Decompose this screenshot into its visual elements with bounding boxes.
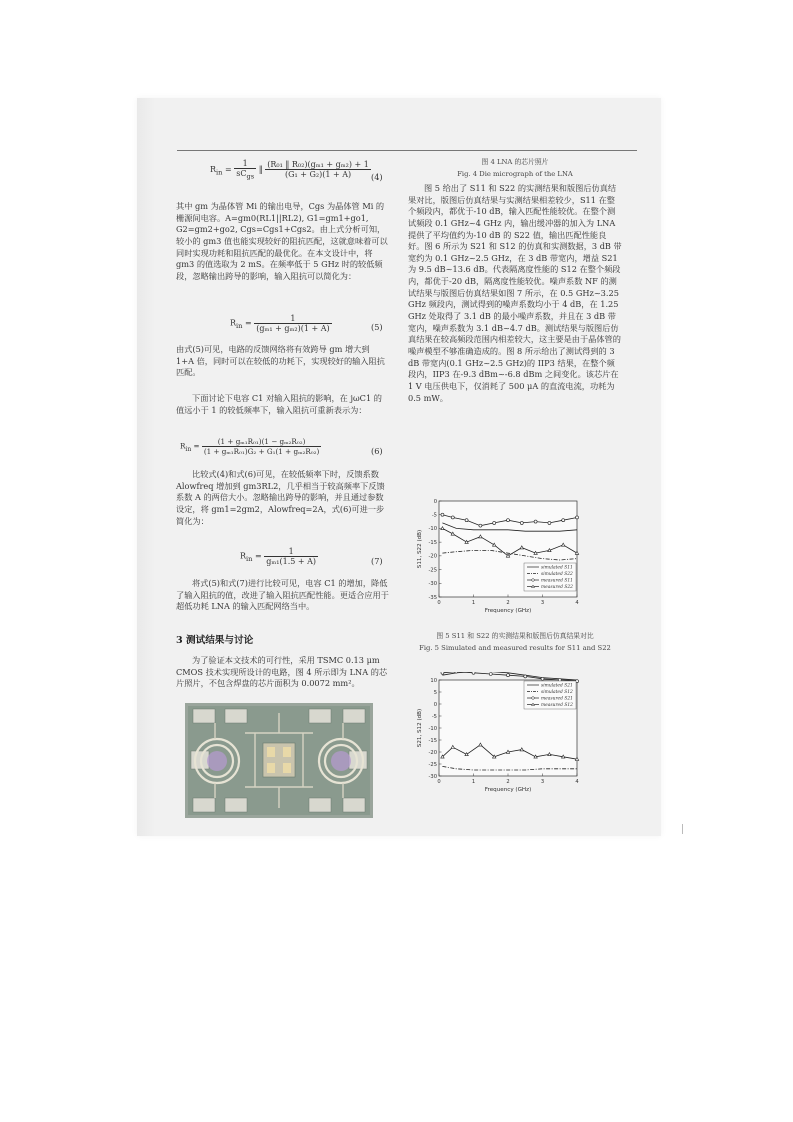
legend-marker [532,579,535,582]
fig4-caption-en: Fig. 4 Die micrograph of the LNA [457,170,573,178]
y-tick-label: -25 [428,567,437,574]
y-tick-label: 5 [433,689,437,696]
x-tick-label: 2 [506,600,510,606]
data-point [441,513,444,516]
data-point [562,519,565,522]
x-axis-label: Frequency (GHz) [484,787,532,793]
data-point [576,516,579,519]
y-tick-label: 0 [433,701,437,708]
fig5-caption-cn: 图 5 S11 和 S22 的实测结果和版图后仿真结果对比 [436,632,594,640]
eq6-denominator: (1 + gₘ₁R₀₁)G₂ + G₁(1 + gₘ₂R₀₂) [203,447,320,456]
y-tick-label: -5 [431,713,437,720]
y-tick-label: -5 [431,512,437,519]
eq4-numerator: (R₀₁ ‖ R₀₂)(gₘ₁ + gₘ₂) + 1 [267,160,369,170]
section-heading: 3 测试结果与讨论 [176,635,254,646]
x-tick-label: 1 [471,779,476,785]
eq7-denominator: gₘ₁(1.5 + A) [266,557,317,566]
eq4-lhs-sub: in [216,168,223,177]
eq4-coef-den-sub: gs [246,172,255,181]
eq6-numerator: (1 + gₘ₁R₀₁)(1 − gₘ₂R₀₂) [202,437,322,447]
eq5-denominator: (gₘ₁ + gₘ₂)(1 + A) [256,324,330,333]
paragraph-2: 由式(5)可见，电路的反馈网络将有效跨导 gm 增大到 1+A 倍，同时可以在较低的功耗下，实现较好的输入阻抗匹配。 [176,344,385,378]
x-tick-label: 0 [437,600,441,606]
eq5-lhs-sub: in [236,322,243,331]
y-tick-label: -10 [428,526,437,533]
data-point [534,520,537,523]
equation-7: $R_{in}$ = $\frac{1}{\text{gₘ₁(1.5 + A)}}$ [240,547,317,566]
legend-marker [532,697,535,700]
eq4-main-fraction [265,160,371,179]
data-point [479,524,482,527]
paragraph-5: 将式(5)和式(7)进行比较可见，电容 C1 的增加，降低了输入阻抗的值，改进了输入阻抗匹配性能。更适合应用于超低功耗 LNA 的输入匹配网络当中。 [176,578,389,612]
data-point [465,519,468,522]
paragraph-3: 下面讨论下电容 C1 对输入阻抗的影响，在 jωC1 的值远小于 1 的较低频率下，输入阻抗可重新表示为： [176,393,382,415]
eq6-lhs-sub: in [185,445,192,453]
y-tick-label: -35 [428,594,437,601]
eq4-coef-num: 1 [234,159,256,169]
scan-mark [682,824,683,834]
fig6-svg [413,672,593,798]
data-point [441,672,444,674]
legend-label: simulated S22 [541,572,573,578]
eq7-lhs: R [240,551,247,561]
data-point [472,672,475,674]
eq4-coef-den-text: sC [236,169,247,178]
eq5-fraction [254,314,331,333]
x-tick-label: 4 [575,779,579,785]
equation-6: $R_{in}$ = $\frac{\text{(1 + gₘ₁R₀₁)(1 − gₘ₂R₀₂)}}{\text{(1 + gₘ₁R₀₁)G₂ + G₁(1 + gₘ₂R₀₂)}}$ [180,437,320,456]
y-tick-label: -25 [428,761,437,768]
data-point [541,677,544,680]
eq6-fraction [202,437,322,456]
legend-label: measured S11 [541,578,573,584]
eq4-coef-den [234,169,256,181]
x-tick-label: 0 [437,779,441,785]
equation-4: $R_{in}$ = $\frac{1}{sC_{gs}}$ ‖ $\frac{\text{(R₀₁ ‖ R₀₂)(gₘ₁ + gₘ₂) + 1}}{\text{(G₁ + G₂)(1 + A)}}$ [210,159,369,181]
eq4-coefficient [234,159,256,181]
eq6-number: (6) [371,446,383,456]
y-tick-label: -20 [428,749,437,756]
paragraph-6: 为了验证本文技术的可行性，采用 TSMC 0.13 μm CMOS 技术实现所设计的电路，图 4 所示即为 LNA 的芯片照片，不包含焊盘的芯片面积为 0.0072 mm²。 [176,655,388,689]
x-tick-label: 2 [506,779,510,785]
scan-edge-shadow [137,98,155,836]
eq7-fraction [264,547,318,566]
y-tick-label: -30 [428,773,437,780]
fig5-caption-en: Fig. 5 Simulated and measured results for S11 and S22 [419,644,611,652]
x-tick-label: 3 [540,779,545,785]
y-tick-label: 10 [430,677,437,684]
eq7-numerator: 1 [264,547,318,557]
x-tick-label: 3 [540,600,545,606]
data-point [520,521,523,524]
y-tick-label: -15 [428,737,437,744]
y-tick-label: 0 [433,498,437,505]
data-point [455,672,458,673]
eq7-lhs-sub: in [246,555,253,564]
right-paragraph-1: 图 5 给出了 S11 和 S22 的实测结果和版图后仿真结果对比，版图后仿真结果与实测结果相差较少，S11 在整个频段内，都优于-10 dB，输入匹配性能较优。在整个测试频段 0.1 GHz~4 GHz 内，输出缓冲器的加入为 LNA 提供了平均值约为-10 dB 的 S22 值，输出匹配性能良好。图 6 所示为 S21 和 S12 的仿真和实测数据，3 dB 带宽约为 0.1 GHz~2.5 GHz，在 3 dB 带宽内，增益 S21 为 9.5 dB~13.6 dB。代表隔离度性能的 S12 在整个频段内，都优于-20 dB，隔离度性能较优。噪声系数 NF 的测试结果与版图后仿真结果如图 7 所示，在 0.5 GHz~3.25 GHz 频段内，测试得到的噪声系数均小于 4 dB，在 1.25 GHz 处取得了 3.1 dB 的最小噪声系数，并且在 3 dB 带宽内，噪声系数为 3.1 dB~4.7 dB。测试结果与版图后仿真结果在较高频段范围内相差较大，这主要是由于晶体管的噪声模型不够准确造成的。图 8 所示给出了测试得到的 3 dB 带宽内(0.1 GHz~2.5 GHz)的 IIP3 结果，在整个频段内，IIP3 在-9.3 dBm~-6.8 dBm 之间变化。该芯片在 1 V 电压供电下，仅消耗了 500 μA 的直流电流，功耗为 0.5 mW。 [408,183,622,403]
legend-label: simulated S21 [541,683,573,689]
fig5-svg [413,493,593,619]
fig6-chart [413,672,593,798]
eq5-lhs: R [230,318,237,328]
paragraph-1: 其中 gm 为晶体管 Mi 的输出电导，Cgs 为晶体管 Mi 的栅源间电容。A=gm0(RL1||RL2), G1=gm1+go1, G2=gm2+go2, Cgs=Cgs1+Cgs2。由上式分析可知，较小的 gm3 值也能实现较好的阻抗匹配，这就意味着可以同时实现功耗和阻抗匹配的最优化。在本文设计中，将 gm3 的值选取为 2 mS。在频率低于 5 GHz 时的较低频段，忽略输出跨导的影响，输入阻抗可以简化为： [176,201,388,281]
legend-label: simulated S12 [541,690,573,696]
data-point [507,519,510,522]
header-rule [177,150,637,151]
x-tick-label: 1 [471,600,476,606]
x-tick-label: 4 [575,600,579,606]
legend-label: simulated S11 [541,565,573,571]
y-axis-label: S11, S22 (dB) [417,529,423,569]
y-tick-label: -15 [428,539,437,546]
data-point [451,516,454,519]
eq4-number: (4) [371,172,383,182]
data-point [493,521,496,524]
x-axis-label: Frequency (GHz) [484,608,532,614]
die-micrograph-image [185,703,373,818]
legend-label: measured S21 [541,696,573,702]
data-point [507,674,510,677]
series-line [442,672,577,680]
data-point [489,673,492,676]
die-micrograph [185,703,373,818]
equation-5: $R_{in}$ = $\frac{1}{\text{(gₘ₁ + gₘ₂)(1 + A)}}$ [230,314,330,333]
fig4-caption-cn: 图 4 LNA 的芯片照片 [481,158,549,166]
y-tick-label: -10 [428,725,437,732]
paragraph-4: 比较式(4)和式(6)可见，在较低频率下时，反馈系数 Alowfreq 增加到 gm3RL2，几乎相当于较高频率下反馈系数 A 的两倍大小。忽略输出跨导的影响，并且通过参数设定，将 gm1=2gm2，Alowfreq=2A，式(6)可进一步简化为： [176,469,385,526]
eq7-number: (7) [371,556,383,566]
fig5-chart [413,493,593,619]
eq4-lhs: R [210,164,217,174]
data-point [524,675,527,678]
eq5-number: (5) [371,322,383,332]
eq5-numerator: 1 [254,314,331,324]
eq4-denominator: (G₁ + G₂)(1 + A) [285,170,352,180]
eq6-lhs: R [180,441,186,451]
data-point [548,521,551,524]
y-tick-label: -30 [428,581,437,588]
legend-label: measured S22 [541,585,573,591]
legend-label: measured S12 [541,703,573,709]
y-axis-label: S21, S12 (dB) [417,708,423,748]
y-tick-label: -20 [428,553,437,560]
